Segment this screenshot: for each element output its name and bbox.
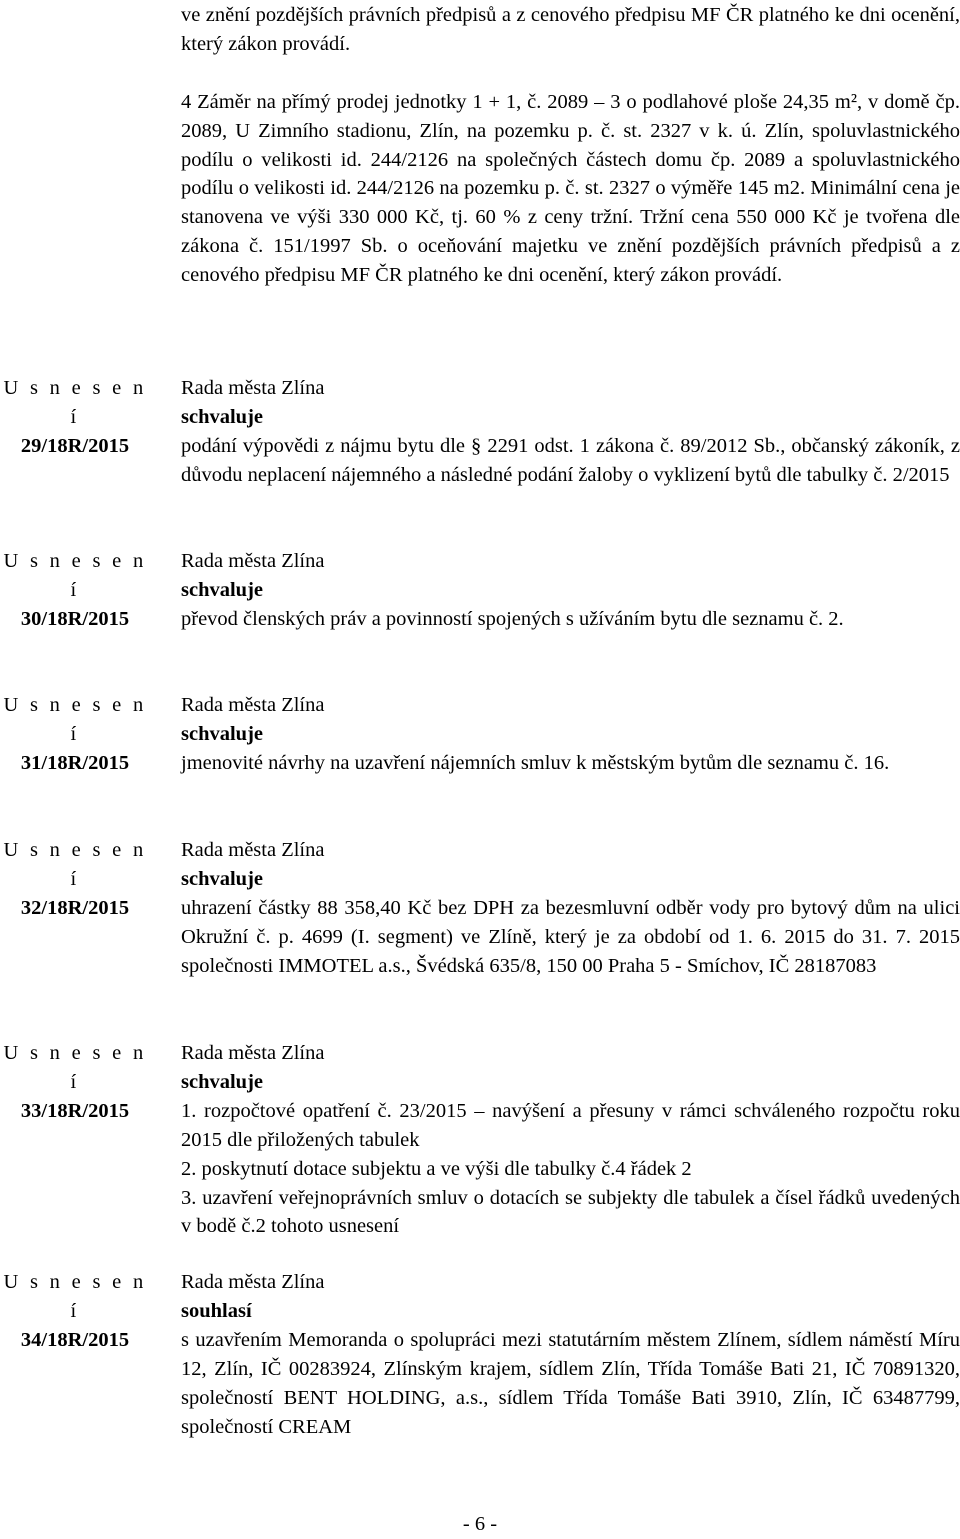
resolution-verb: schvaluje bbox=[181, 722, 263, 745]
resolution-body-29 bbox=[181, 374, 960, 490]
resolution-number: 34/18R/2015 bbox=[20, 1328, 130, 1351]
resolution-item: 2. poskytnutí dotace subjektu a ve výši dle tabulky č.4 řádek 2 bbox=[181, 1157, 692, 1180]
resolution-item: 3. uzavření veřejnoprávních smluv o dotacích se subjekty dle tabulek a čísel řádků uvedených v bodě č.2 tohoto usnesení bbox=[181, 1186, 960, 1238]
resolution-verb: schvaluje bbox=[181, 1070, 263, 1093]
intro-section bbox=[181, 1, 960, 290]
resolution-heading: U s n e s e n í bbox=[3, 694, 147, 745]
resolution-body-34 bbox=[181, 1268, 960, 1441]
resolution-label-33 bbox=[0, 1039, 150, 1126]
resolution-item: 1. rozpočtové opatření č. 23/2015 – navýšení a přesuny v rámci schváleného rozpočtu roku 2015 dle přiložených tabulek bbox=[181, 1099, 960, 1151]
council-name: Rada města Zlína bbox=[181, 1042, 325, 1064]
council-name: Rada města Zlína bbox=[181, 550, 325, 572]
resolution-number: 32/18R/2015 bbox=[20, 896, 130, 919]
resolution-text: převod členských práv a povinností spojených s užíváním bytu dle seznamu č. 2. bbox=[181, 607, 844, 630]
resolution-body-32 bbox=[181, 836, 960, 981]
resolution-heading: U s n e s e n í bbox=[3, 1271, 147, 1322]
resolution-number: 29/18R/2015 bbox=[20, 434, 130, 457]
resolution-verb: schvaluje bbox=[181, 578, 263, 601]
resolution-label-30 bbox=[0, 547, 150, 634]
resolution-label-32 bbox=[0, 836, 150, 923]
resolution-heading: U s n e s e n í bbox=[3, 550, 147, 601]
council-name: Rada města Zlína bbox=[181, 1271, 325, 1293]
resolution-text: s uzavřením Memoranda o spolupráci mezi statutárním městem Zlínem, sídlem náměstí Míru 12, Zlín, IČ 00283924, Zlínským krajem, sídlem Zlín, Třída Tomáše Bati 21, IČ 70891320, společností BENT HOLDING, a.s., sídlem Třída Tomáše Bati 3910, Zlín, IČ 63487799, společností CREAM bbox=[181, 1328, 960, 1438]
resolution-label-31 bbox=[0, 691, 150, 778]
item-4-paragraph: 4 Záměr na přímý prodej jednotky 1 + 1, č. 2089 – 3 o podlahové ploše 24,35 m², v domě čp. 2089, U Zimního stadionu, Zlín, na pozemku p. č. st. 2327 v k. ú. Zlín, spoluvlastnického podílu o velikosti id. 244/2126 na společných částech domu čp. 2089 a spoluvlastnického podílu o velikosti id. 244/2126 na pozemku p. č. st. 2327 o výměře 145 m2. Minimální cena je stanovena ve výši 330 000 Kč, tj. 60 % z ceny tržní. Tržní cena 550 000 Kč je tvořena dle zákona č. 151/1997 Sb. o oceňování majetku ve znění pozdějších právních předpisů a z cenového předpisu MF ČR platného ke dni ocenění, který zákon provádí. bbox=[181, 90, 960, 287]
resolution-number: 33/18R/2015 bbox=[20, 1099, 130, 1122]
page-number: - 6 - bbox=[462, 1513, 498, 1535]
council-name: Rada města Zlína bbox=[181, 839, 325, 861]
resolution-text: uhrazení částky 88 358,40 Kč bez DPH za bezesmluvní odběr vody pro bytový dům na ulici Okružní č. p. 4699 (I. segment) ve Zlíně, který je za období od 1. 6. 2015 do 31. 7. 2015 společnosti IMMOTEL a.s., Švédská 635/8, 150 00 Praha 5 - Smíchov, IČ 28187083 bbox=[181, 896, 960, 977]
resolution-text: podání výpovědi z nájmu bytu dle § 2291 odst. 1 zákona č. 89/2012 Sb., občanský zákoník, z důvodu neplacení nájemného a následné podání žaloby o vyklizení bytů dle tabulky č. 2/2015 bbox=[181, 434, 960, 486]
resolution-heading: U s n e s e n í bbox=[3, 839, 147, 890]
resolution-heading: U s n e s e n í bbox=[3, 377, 147, 428]
resolution-verb: schvaluje bbox=[181, 867, 263, 890]
intro-paragraph: ve znění pozdějších právních předpisů a z cenového předpisu MF ČR platného ke dni ocenění, který zákon provádí. bbox=[181, 4, 960, 55]
resolution-verb: souhlasí bbox=[181, 1299, 252, 1322]
resolution-label-29 bbox=[0, 374, 150, 461]
resolution-number: 30/18R/2015 bbox=[20, 607, 130, 630]
resolution-verb: schvaluje bbox=[181, 405, 263, 428]
resolution-body-33 bbox=[181, 1039, 960, 1241]
resolution-label-34 bbox=[0, 1268, 150, 1355]
resolution-heading: U s n e s e n í bbox=[3, 1042, 147, 1093]
resolution-body-31 bbox=[181, 691, 960, 778]
council-name: Rada města Zlína bbox=[181, 377, 325, 399]
resolution-number: 31/18R/2015 bbox=[20, 751, 130, 774]
resolution-text: jmenovité návrhy na uzavření nájemních smluv k městským bytům dle seznamu č. 16. bbox=[181, 751, 890, 774]
resolution-body-30 bbox=[181, 547, 960, 634]
council-name: Rada města Zlína bbox=[181, 694, 325, 716]
